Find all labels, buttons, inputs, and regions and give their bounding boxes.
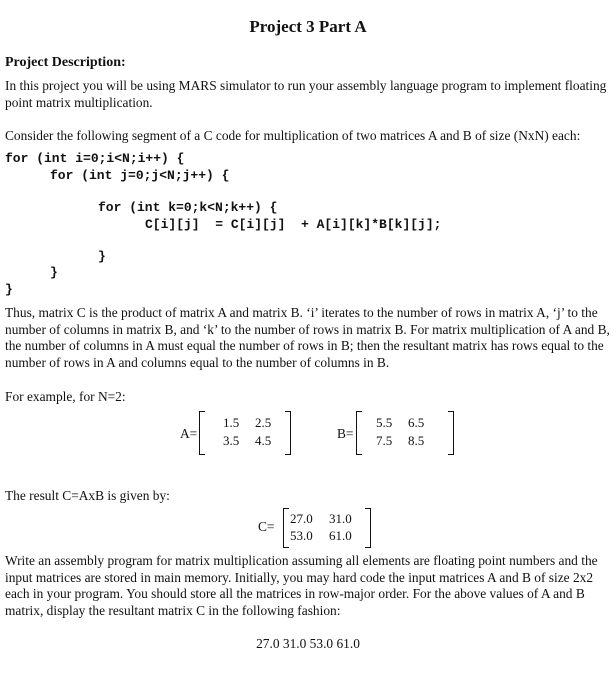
matrix-a-right-bracket	[285, 411, 291, 455]
code-line-inner-loop: for (int k=0;k<N;k++) {	[98, 200, 278, 215]
matrix-a-left-bracket	[199, 411, 205, 455]
matrix-a-cell: 4.5	[255, 433, 272, 448]
explanation-paragraph: Thus, matrix C is the product of matrix A and matrix B. ‘i’ iterates to the number of rows in matrix A, ‘j’ to the number of columns in matrix B, and ‘k’ to the number of rows in matrix B. For matrix multiplication of A and B, the number of columns in A must equal the number of rows in B; then the resultant matrix has rows equal to the number of rows in A and columns equal to the number of columns in B.	[5, 305, 610, 370]
matrix-b	[356, 411, 454, 455]
code-line-outer-loop: for (int i=0;i<N;i++) {	[5, 151, 185, 166]
output-example: 27.0 31.0 53.0 61.0	[256, 636, 360, 651]
matrix-c-right-bracket	[365, 508, 371, 548]
code-close-outer: }	[5, 282, 13, 297]
intro-paragraph: In this project you will be using MARS simulator to run your assembly language program to implement floating point matrix multiplication.	[5, 78, 607, 110]
matrix-b-left-bracket	[356, 411, 362, 455]
matrix-c-cell: 53.0	[290, 528, 313, 543]
matrix-a-cell: 3.5	[223, 433, 240, 448]
section-heading: Project Description:	[5, 55, 126, 70]
matrix-c-cell: 61.0	[329, 528, 352, 543]
matrix-b-cell: 6.5	[408, 415, 425, 430]
matrix-b-right-bracket	[448, 411, 454, 455]
matrix-c-left-bracket	[283, 508, 289, 548]
code-close-inner: }	[98, 249, 106, 264]
matrix-a-label: A=	[180, 426, 198, 441]
matrix-c-label: C=	[258, 519, 275, 534]
matrix-a-cell: 2.5	[255, 415, 272, 430]
matrix-a	[199, 411, 291, 455]
matrix-b-cell: 8.5	[408, 433, 425, 448]
code-close-middle: }	[50, 265, 58, 280]
matrix-b-cell: 5.5	[376, 415, 393, 430]
matrix-c-cell: 31.0	[329, 511, 352, 526]
matrix-c-cell: 27.0	[290, 511, 313, 526]
matrix-b-label: B=	[337, 426, 354, 441]
matrix-c	[283, 508, 371, 548]
code-line-statement: C[i][j] = C[i][j] + A[i][k]*B[k][j];	[145, 217, 442, 232]
consider-paragraph: Consider the following segment of a C code for multiplication of two matrices A and B of size (NxN) each:	[5, 128, 581, 143]
example-label: For example, for N=2:	[5, 389, 126, 404]
matrix-a-cell: 1.5	[223, 415, 240, 430]
matrix-b-cell: 7.5	[376, 433, 393, 448]
page-title: Project 3 Part A	[249, 17, 367, 36]
code-line-middle-loop: for (int j=0;j<N;j++) {	[50, 168, 230, 183]
result-label: The result C=AxB is given by:	[5, 488, 170, 503]
task-paragraph: Write an assembly program for matrix multiplication assuming all elements are floating point numbers and the input matrices are stored in main memory. Initially, you may hard code the input matrices A and B of size 2x2 each in your program. You should store all the matrices in row-major order. For the above values of A and B matrix, display the resultant matrix C in the following fashion:	[5, 553, 598, 618]
